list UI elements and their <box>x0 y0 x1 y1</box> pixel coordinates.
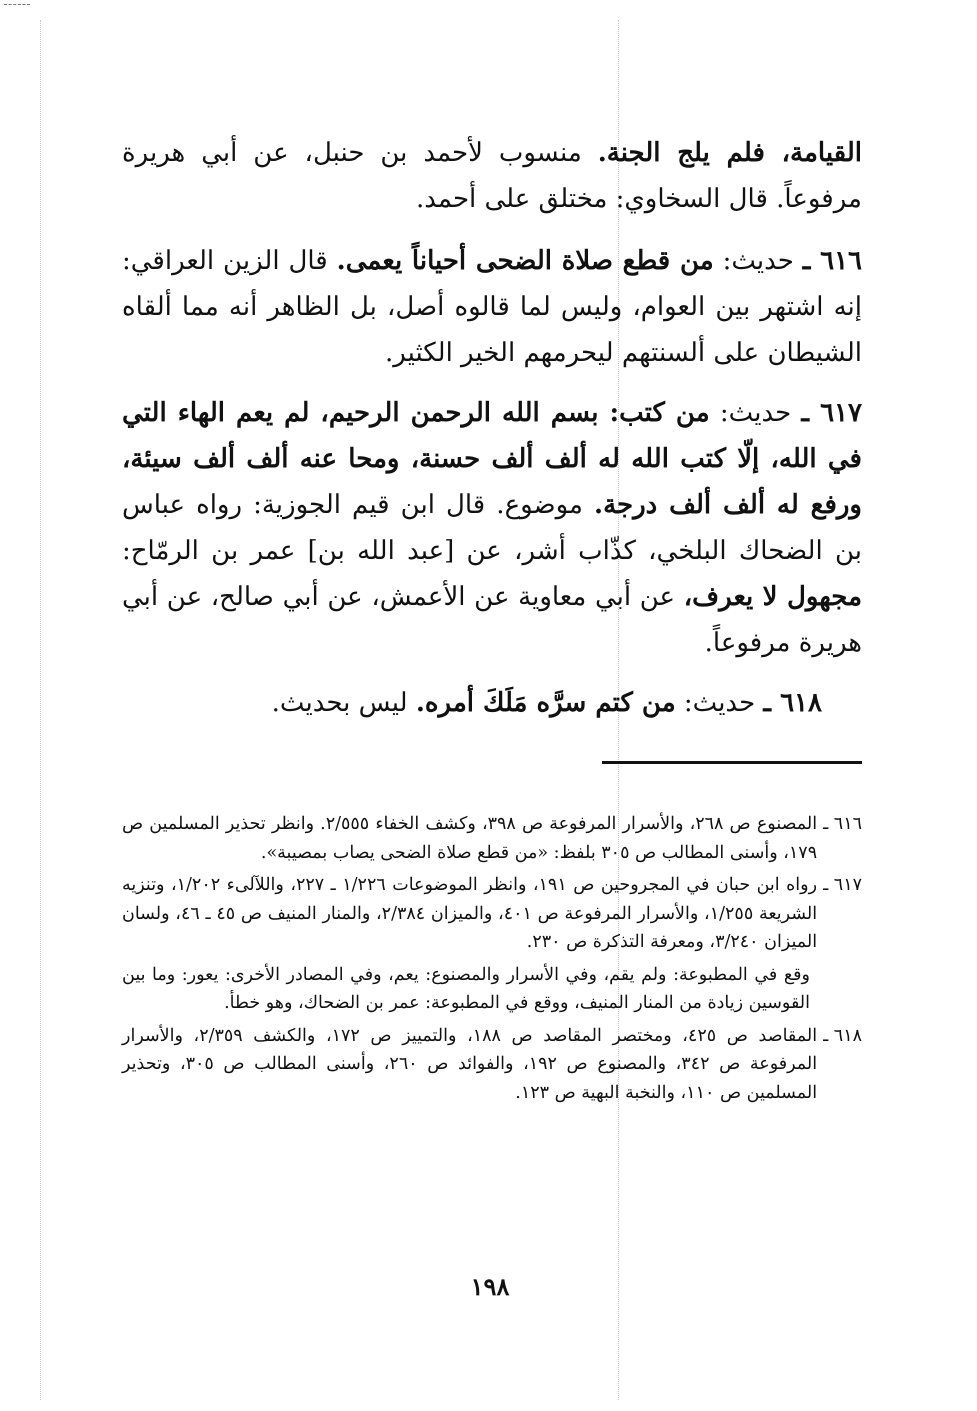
hadith-text: القيامة، فلم يلج الجنة. <box>597 138 862 168</box>
commentary: موضوع. قال ابن قيم الجوزية: رواه عباس بن الضحاك البلخي، كذّاب أشر، عن [عبد الله بن] عمر بن الرمّاح: <box>122 490 862 566</box>
footnote-number: ٦١٦ ـ <box>823 814 862 834</box>
commentary-continued: عن أبي معاوية عن الأعمش، عن أبي صالح، عن أبي هريرة مرفوعاً. <box>122 582 862 658</box>
scan-corner-mark <box>4 4 30 5</box>
footnote-separator <box>602 761 862 764</box>
hadith-number: ٦١٧ ـ <box>801 398 862 428</box>
footnote-618 <box>122 1022 862 1108</box>
footnote-number: ٦١٨ ـ <box>823 1025 862 1046</box>
footnote-617-note: وقع في المطبوعة: ولم يقم، وفي الأسرار والمصنوع: يعم، وفي المصادر الأخرى: يعور: وما بين القوسين زيادة من المنار المنيف، ووقع في المطبوعة: عمر بن الضحاك، وهو خطأ. <box>122 964 810 1013</box>
hadith-text: من كتب: بسم الله الرحمن الرحيم، لم يعم الهاء التي في الله، إلّا كتب الله له ألف ألف حسنة، ومحا عنه ألف ألف سيئة، ورفع له ألف ألف درجة. <box>122 398 862 520</box>
footnote-616 <box>122 810 862 867</box>
scan-fold-line-left <box>40 20 41 1400</box>
hadith-number: ٦١٨ ـ <box>763 688 822 718</box>
commentary: ليس بحديث. <box>271 688 416 718</box>
main-text <box>122 130 862 740</box>
footnote-text: المقاصد ص ٤٢٥، ومختصر المقاصد ص ١٨٨، والتمييز ص ١٧٢، والكشف ٢/٣٥٩، والأسرار المرفوعة ص ٣٤٢، والمصنوع ص ١٩٢، والفوائد ص ٢٦٠، وأسنى المطالب ص ٣٠٥، وتحذير المسلمين ص ١١٠، والنخبة البهية ص ١٢٣. <box>122 1025 818 1103</box>
hadith-616 <box>122 238 862 376</box>
hadith-text: من قطع صلاة الضحى أحياناً يعمى. <box>336 246 714 276</box>
hadith-lead: حديث: <box>675 688 764 718</box>
footnote-text: رواه ابن حبان في المجروحين ص ١٩١، وانظر الموضوعات ١/٢٢٦ ـ ٢٢٧، واللآلىء ١/٢٠٢، وتنزيه الشريعة ١/٢٥٥، والأسرار المرفوعة ص ٤٠١، والميزان ٢/٣٨٤، والمنار المنيف ص ٤٥ ـ ٤٦، ولسان الميزان ٣/٢٤٠، ومعرفة التذكرة ص ٢٣٠. <box>122 875 818 952</box>
hadith-lead: حديث: <box>713 246 803 276</box>
footnote-text: المصنوع ص ٢٦٨، والأسرار المرفوعة ص ٣٩٨، وكشف الخفاء ٢/٥٥٥. وانظر تحذير المسلمين ص ١٧٩، وأسنى المطالب ص ٣٠٥ بلفظ: «من قطع صلاة الضحى يصاب بمصيبة». <box>122 814 818 863</box>
hadith-text: من كتم سرَّه مَلَكَ أمره. <box>415 688 676 718</box>
footnote-number: ٦١٧ ـ <box>823 875 862 895</box>
footnote-617 <box>122 871 862 957</box>
commentary-bold: مجهول لا يعرف، <box>683 582 862 612</box>
commentary: منسوب لأحمد بن حنبل، عن أبي هريرة مرفوعاً. قال السخاوي: مختلق على أحمد. <box>122 138 862 214</box>
hadith-617 <box>122 390 862 666</box>
hadith-number: ٦١٦ ـ <box>802 246 863 276</box>
hadith-lead: حديث: <box>709 398 802 428</box>
page-number: ١٩٨ <box>470 1272 510 1301</box>
commentary: قال الزين العراقي: إنه اشتهر بين العوام، وليس لما قالوه أصل، بل الظاهر أنه مما ألقاه الشيطان على ألسنتهم ليحرمهم الخير الكثير. <box>122 246 862 368</box>
paragraph-continuation <box>122 130 862 222</box>
footnotes <box>122 810 862 1111</box>
hadith-618 <box>122 680 862 726</box>
